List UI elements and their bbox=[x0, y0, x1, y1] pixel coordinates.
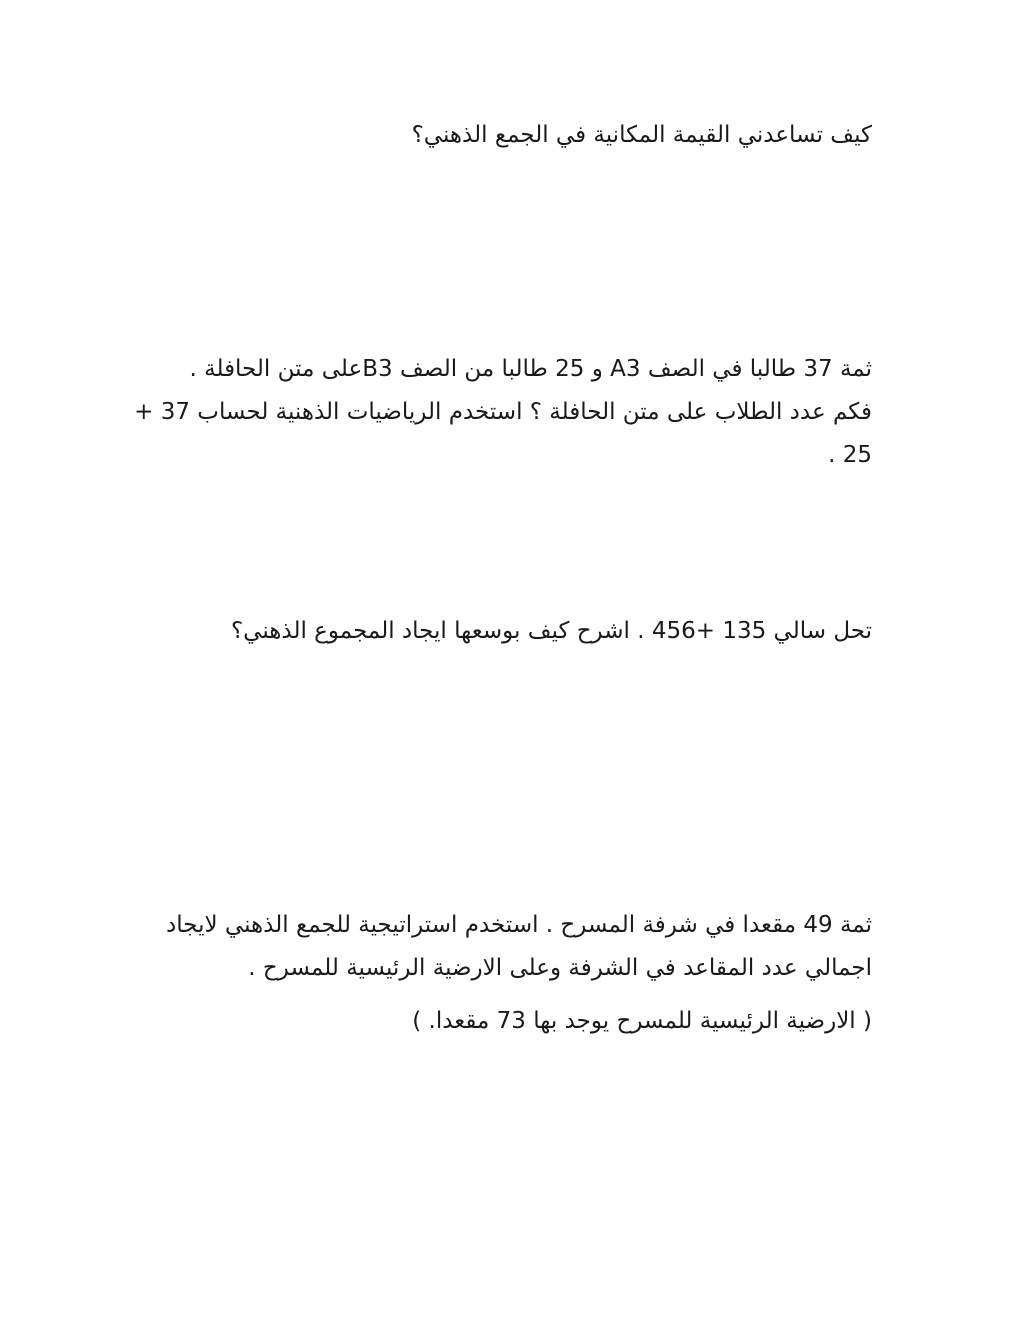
question-2-line-1: ثمة 37 طالبا في الصف A3 و 25 طالبا من الصف B3على متن الحافلة . bbox=[189, 356, 872, 382]
question-4-line-2: اجمالي عدد المقاعد في الشرفة وعلى الارضية الرئيسية للمسرح . bbox=[248, 955, 872, 981]
question-2-line-3: 25 . bbox=[828, 442, 872, 468]
question-1-line-1: كيف تساعدني القيمة المكانية في الجمع الذهني؟ bbox=[411, 122, 872, 148]
question-2 bbox=[134, 348, 872, 477]
question-4-line-1: ثمة 49 مقعدا في شرفة المسرح . استخدم استراتيجية للجمع الذهني لايجاد bbox=[166, 912, 872, 938]
question-3-line-1: تحل سالي 135 +456 . اشرح كيف بوسعها ايجاد المجموع الذهني؟ bbox=[230, 618, 872, 644]
question-4-note: ( الارضية الرئيسية للمسرح يوجد بها 73 مقعدا. ) bbox=[412, 1008, 872, 1034]
question-4 bbox=[142, 904, 872, 1043]
question-3 bbox=[142, 610, 872, 653]
question-2-line-2: فكم عدد الطلاب على متن الحافلة ؟ استخدم الرياضيات الذهنية لحساب 37 + bbox=[134, 399, 872, 425]
question-1 bbox=[142, 114, 872, 157]
